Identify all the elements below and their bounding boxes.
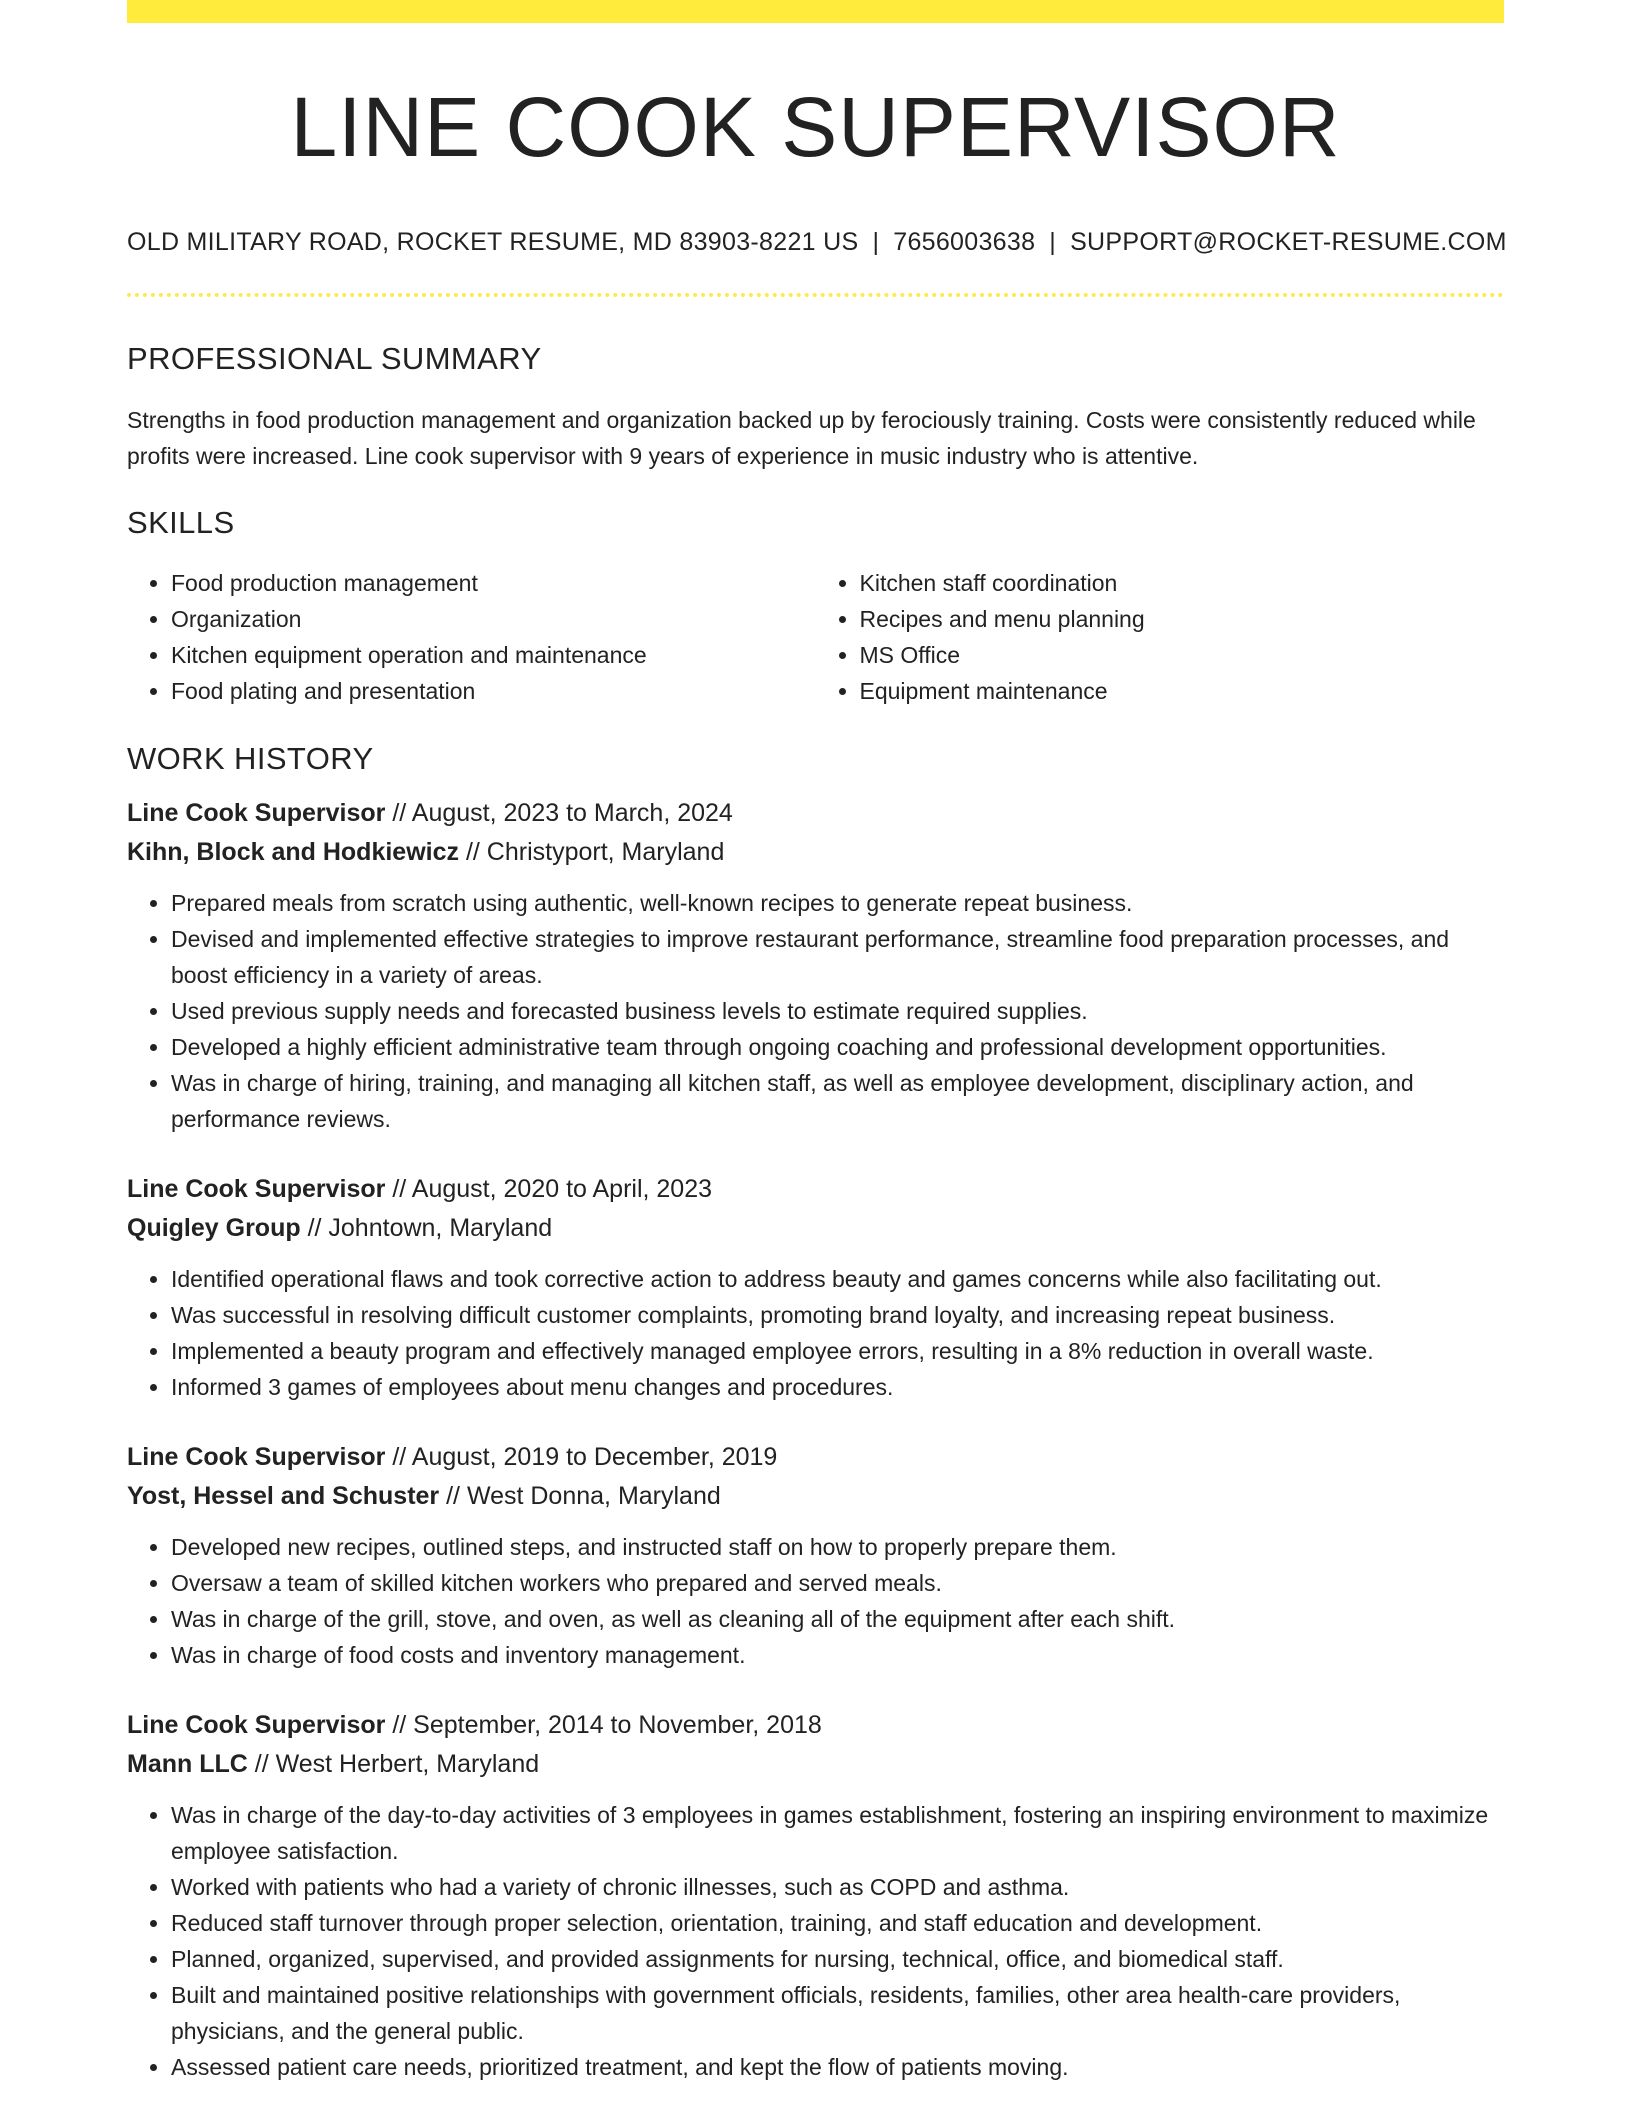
skill-item: • Recipes and menu planning [860, 601, 1505, 637]
job-entry [127, 794, 1504, 1137]
skills-column-left [127, 565, 816, 709]
skills-heading: SKILLS [127, 505, 235, 540]
job-bullet: • Devised and implemented effective strategies to improve restaurant performance, streamline food preparation processes, and boost efficiency in a variety of areas. [171, 921, 1504, 993]
contact-email: SUPPORT@ROCKET-RESUME.COM [1070, 228, 1507, 256]
job-bullet: • Planned, organized, supervised, and provided assignments for nursing, technical, office, and biomedical staff. [171, 1941, 1504, 1977]
contact-address: OLD MILITARY ROAD, ROCKET RESUME, MD 83903-8221 US [127, 228, 859, 256]
job-company-line [127, 1477, 1504, 1516]
job-title-line [127, 794, 1504, 833]
accent-top-bar [127, 0, 1504, 23]
job-title-line [127, 1170, 1504, 1209]
job-bullet: • Was successful in resolving difficult customer complaints, promoting brand loyalty, and increasing repeat business. [171, 1297, 1504, 1333]
contact-separator: | [872, 228, 880, 256]
work-history-heading: WORK HISTORY [127, 741, 374, 776]
job-bullet: • Was in charge of the day-to-day activities of 3 employees in games establishment, fostering an inspiring environment to maximize employee satisfaction. [171, 1797, 1504, 1869]
job-bullet: • Assessed patient care needs, prioritized treatment, and kept the flow of patients moving. [171, 2049, 1504, 2085]
job-bullet: • Informed 3 games of employees about menu changes and procedures. [171, 1369, 1504, 1405]
job-entry [127, 1706, 1504, 2085]
job-bullet: • Worked with patients who had a variety of chronic illnesses, such as COPD and asthma. [171, 1869, 1504, 1905]
job-bullet: • Developed new recipes, outlined steps, and instructed staff on how to properly prepare them. [171, 1529, 1504, 1565]
skill-item: • Food plating and presentation [171, 673, 816, 709]
job-location: // Johntown, Maryland [300, 1214, 553, 1242]
job-dates: // August, 2019 to December, 2019 [385, 1443, 778, 1471]
contact-separator: | [1049, 228, 1057, 256]
job-bullet: • Used previous supply needs and forecasted business levels to estimate required supplies. [171, 993, 1504, 1029]
job-bullets [127, 1261, 1504, 1405]
skill-item: • Equipment maintenance [860, 673, 1505, 709]
job-company-line [127, 1209, 1504, 1248]
job-company: Yost, Hessel and Schuster [127, 1482, 440, 1510]
job-bullets [127, 1797, 1504, 2085]
resume-name: LINE COOK SUPERVISOR [290, 80, 1341, 174]
job-title: Line Cook Supervisor [127, 1175, 386, 1203]
job-title: Line Cook Supervisor [127, 1443, 386, 1471]
job-dates: // September, 2014 to November, 2018 [385, 1711, 822, 1739]
skill-item: • Organization [171, 601, 816, 637]
job-location: // Christyport, Maryland [459, 838, 725, 866]
skill-item: • Kitchen equipment operation and maintenance [171, 637, 816, 673]
job-dates: // August, 2023 to March, 2024 [385, 799, 733, 827]
job-location: // West Donna, Maryland [439, 1482, 721, 1510]
job-entry [127, 1170, 1504, 1405]
job-title: Line Cook Supervisor [127, 799, 386, 827]
job-entry [127, 1438, 1504, 1673]
job-company: Kihn, Block and Hodkiewicz [127, 838, 459, 866]
job-bullet: • Was in charge of food costs and inventory management. [171, 1637, 1504, 1673]
skill-item: • MS Office [860, 637, 1505, 673]
skill-item: • Food production management [171, 565, 816, 601]
dotted-divider [127, 293, 1504, 297]
contact-phone: 7656003638 [893, 228, 1036, 256]
job-bullet: • Was in charge of the grill, stove, and oven, as well as cleaning all of the equipment after each shift. [171, 1601, 1504, 1637]
job-dates: // August, 2020 to April, 2023 [385, 1175, 713, 1203]
job-company: Mann LLC [127, 1750, 248, 1778]
job-bullets [127, 1529, 1504, 1673]
job-title-line [127, 1706, 1504, 1745]
job-bullet: • Prepared meals from scratch using authentic, well-known recipes to generate repeat business. [171, 885, 1504, 921]
job-bullet: • Implemented a beauty program and effectively managed employee errors, resulting in a 8% reduction in overall waste. [171, 1333, 1504, 1369]
skill-item: • Kitchen staff coordination [860, 565, 1505, 601]
contact-line [127, 228, 1507, 256]
job-bullet: • Identified operational flaws and took corrective action to address beauty and games concerns while also facilitating out. [171, 1261, 1504, 1297]
job-bullet: • Was in charge of hiring, training, and managing all kitchen staff, as well as employee development, disciplinary action, and performance reviews. [171, 1065, 1504, 1137]
skills-column-right [816, 565, 1505, 709]
job-company-line [127, 1745, 1504, 1784]
job-title: Line Cook Supervisor [127, 1711, 386, 1739]
job-bullets [127, 885, 1504, 1137]
skills-list [127, 565, 1504, 709]
job-company: Quigley Group [127, 1214, 301, 1242]
job-title-line [127, 1438, 1504, 1477]
job-company-line [127, 833, 1504, 872]
job-bullet: • Built and maintained positive relationships with government officials, residents, families, other area health-care providers, physicians, and the general public. [171, 1977, 1504, 2049]
job-location: // West Herbert, Maryland [247, 1750, 540, 1778]
summary-heading: PROFESSIONAL SUMMARY [127, 341, 542, 376]
resume-page [127, 0, 1507, 2085]
job-bullet: • Developed a highly efficient administrative team through ongoing coaching and professional development opportunities. [171, 1029, 1504, 1065]
job-bullet: • Oversaw a team of skilled kitchen workers who prepared and served meals. [171, 1565, 1504, 1601]
job-bullet: • Reduced staff turnover through proper selection, orientation, training, and staff education and development. [171, 1905, 1504, 1941]
summary-text: Strengths in food production management and organization backed up by ferociously training. Costs were consistently reduced while profits were increased. Line cook supervisor with 9 years of experience in music industry who is attentive. [127, 407, 1476, 469]
